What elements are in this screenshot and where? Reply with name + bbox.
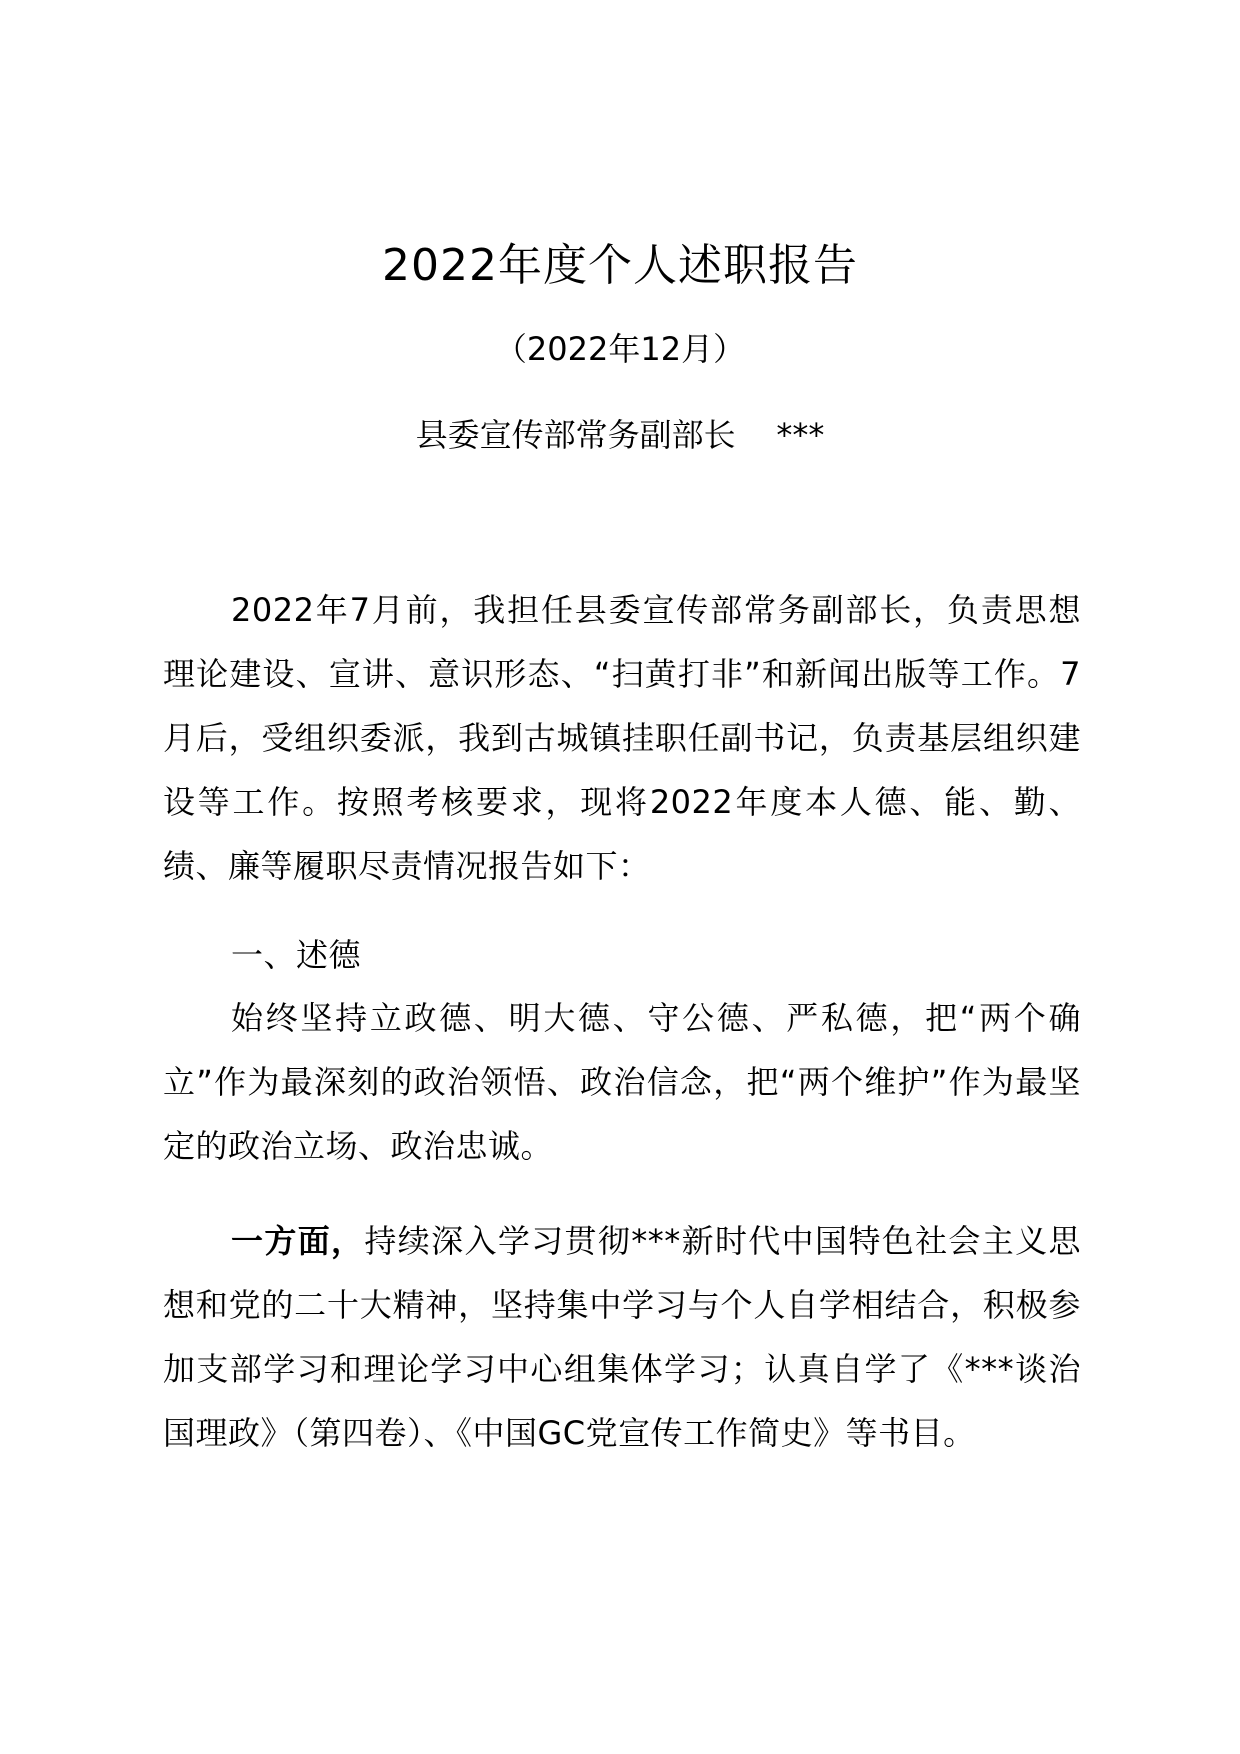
document-title: 2022年度个人述职报告 [382, 240, 858, 291]
document-author: 县委宣传部常务副部长 *** [415, 416, 825, 454]
section-heading-moral: 一、述德 [231, 936, 362, 974]
intro-paragraph: 2022年7月前，我担任县委宣传部常务副部长，负责思想理论建设、宣讲、意识形态、“扫黄打非”和新闻出版等工作。7月后，受组织委派，我到古城镇挂职任副书记，负责基层组织建设等工作。按照考核要求，现将2022年度本人德、能、勤、绩、廉等履职尽责情况报告如下： [163, 591, 1081, 885]
study-paragraph [163, 1209, 1081, 1465]
paragraph-lead-phrase: 一方面， [231, 1222, 365, 1260]
paragraph-body-text: 持续深入学习贯彻***新时代中国特色社会主义思想和党的二十大精神，坚持集中学习与个人自学相结合，积极参加支部学习和理论学习中心组集体学习；认真自学了《***谈治国理政》（第四卷）、《中国GC党宣传工作简史》等书目。 [163, 1222, 1081, 1452]
document-date: （2022年12月） [494, 330, 746, 368]
moral-paragraph: 始终坚持立政德、明大德、守公德、严私德，把“两个确立”作为最深刻的政治领悟、政治信念，把“两个维护”作为最坚定的政治立场、政治忠诚。 [163, 999, 1081, 1165]
